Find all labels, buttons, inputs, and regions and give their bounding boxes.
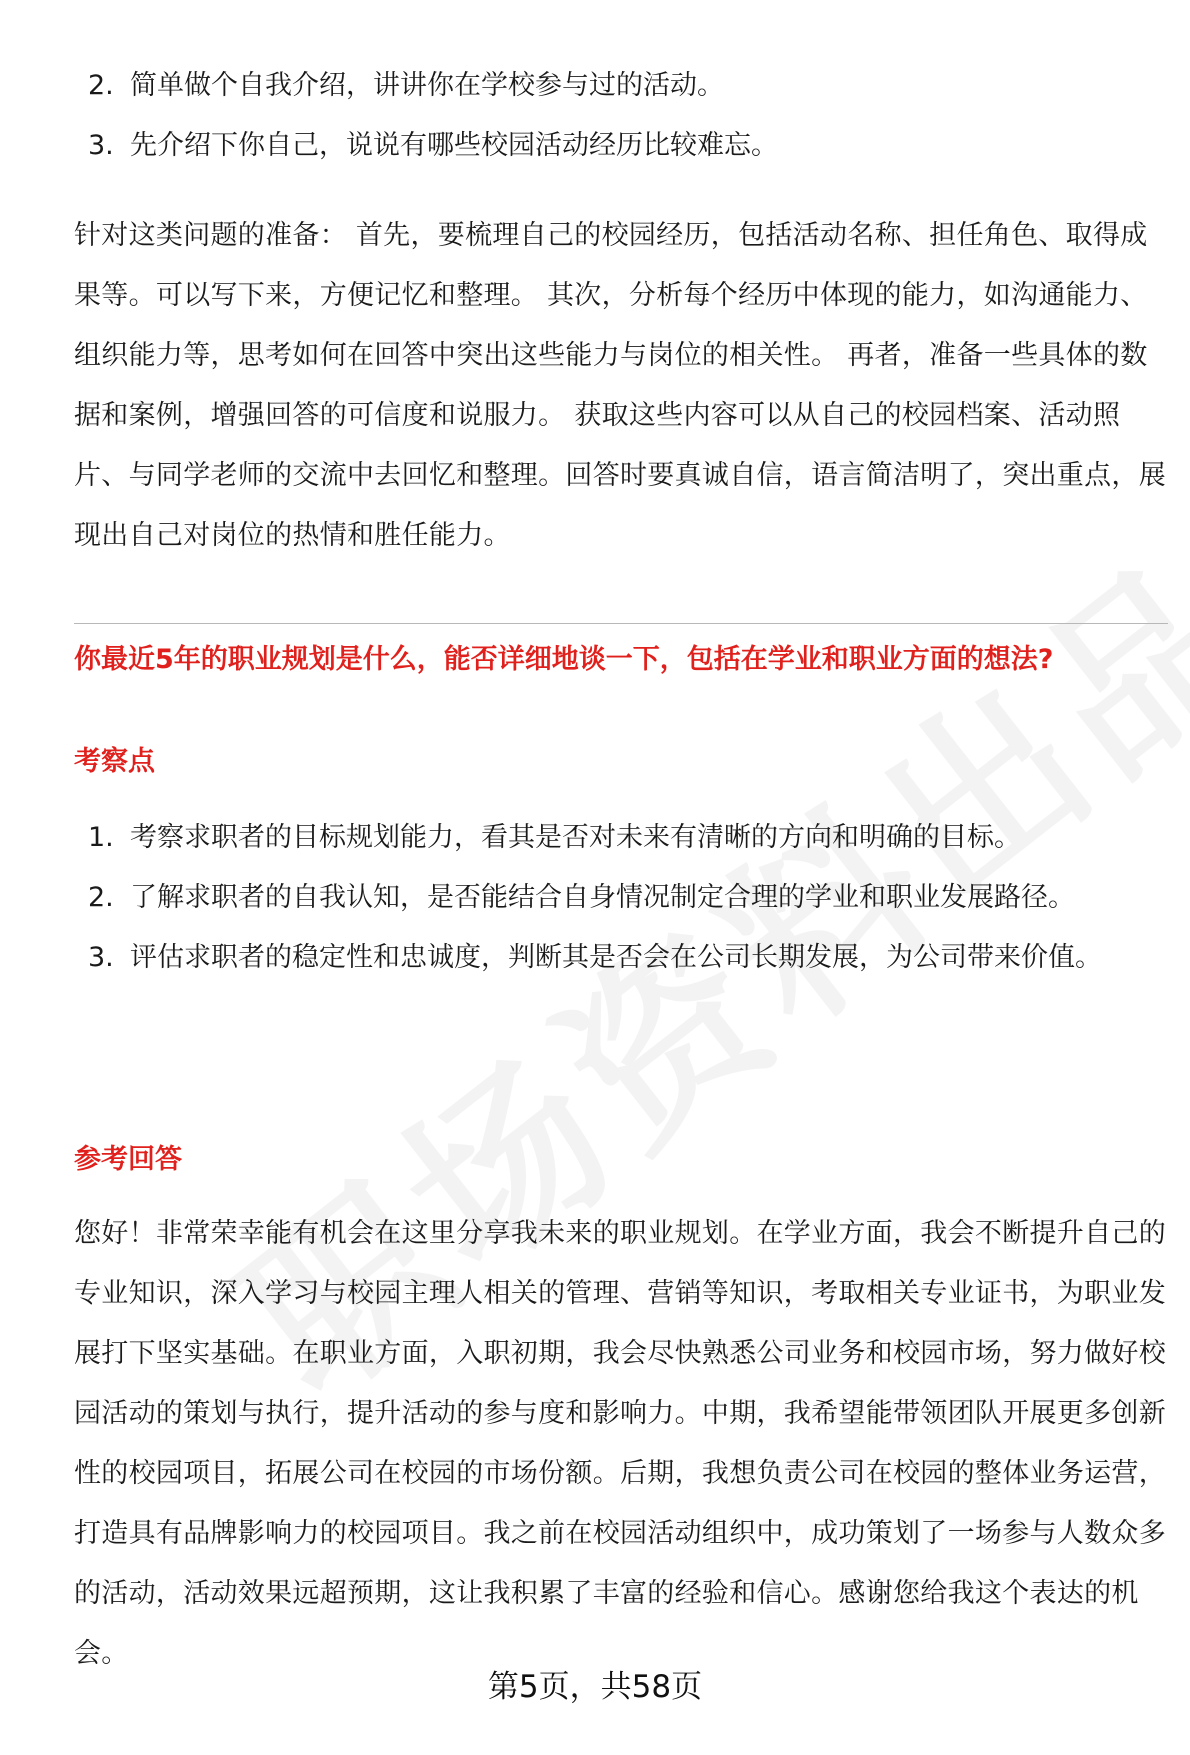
prep-paragraph: 针对这类问题的准备： 首先，要梳理自己的校园经历，包括活动名称、担任角色、取得成果等。可以写下来，方便记忆和整理。 其次，分析每个经历中体现的能力，如沟通能力、组织能力等，思考如何在回答中突出这些能力与岗位的相关性。 再者，准备一些具体的数据和案例，增强回答的可信度和说服力。 获取这些内容可以从自己的校园档案、活动照片、与同学老师的交流中去回忆和整理。回答时要真诚自信，语言简洁明了，突出重点，展现出自己对岗位的热情和胜任能力。: [74, 220, 1166, 551]
reference-answer-heading: 参考回答: [74, 1144, 182, 1175]
reference-answer-paragraph: 您好！非常荣幸能有机会在这里分享我未来的职业规划。在学业方面，我会不断提升自己的专业知识，深入学习与校园主理人相关的管理、营销等知识，考取相关专业证书，为职业发展打下坚实基础。在职业方面，入职初期，我会尽快熟悉公司业务和校园市场，努力做好校园活动的策划与执行，提升活动的参与度和影响力。中期，我希望能带领团队开展更多创新性的校园项目，拓展公司在校园的市场份额。后期，我想负责公司在校园的整体业务运营，打造具有品牌影响力的校园项目。我之前在校园活动组织中，成功策划了一场参与人数众多的活动，活动效果远超预期，这让我积累了丰富的经验和信心。感谢您给我这个表达的机会。: [74, 1218, 1166, 1669]
list-item-text: 评估求职者的稳定性和忠诚度，判断其是否会在公司长期发展，为公司带来价值。: [130, 942, 1102, 973]
section-divider: [74, 623, 1168, 624]
list-item: [88, 928, 1148, 988]
list-item-text: 先介绍下你自己，说说有哪些校园活动经历比较难忘。: [130, 130, 778, 161]
exam-points-list: [88, 808, 1148, 988]
list-item-text: 简单做个自我介绍，讲讲你在学校参与过的活动。: [130, 70, 724, 101]
list-item-number: 1.: [88, 822, 114, 853]
list-item-number: 3.: [88, 942, 114, 973]
list-item-text: 了解求职者的自我认知，是否能结合自身情况制定合理的学业和职业发展路径。: [130, 882, 1075, 913]
list-item-text: 考察求职者的目标规划能力，看其是否对未来有清晰的方向和明确的目标。: [130, 822, 1021, 853]
exam-points-heading: 考察点: [74, 746, 155, 777]
list-item-number: 2.: [88, 70, 114, 101]
page-footer: 第5页，共58页: [487, 1669, 703, 1705]
top-list: [88, 56, 1148, 176]
list-item-number: 2.: [88, 882, 114, 913]
list-item: [88, 808, 1148, 868]
list-item: [88, 56, 1148, 116]
list-item-number: 3.: [88, 130, 114, 161]
list-item: [88, 116, 1148, 176]
question-heading: 你最近5年的职业规划是什么，能否详细地谈一下，包括在学业和职业方面的想法?: [74, 644, 1054, 675]
list-item: [88, 868, 1148, 928]
